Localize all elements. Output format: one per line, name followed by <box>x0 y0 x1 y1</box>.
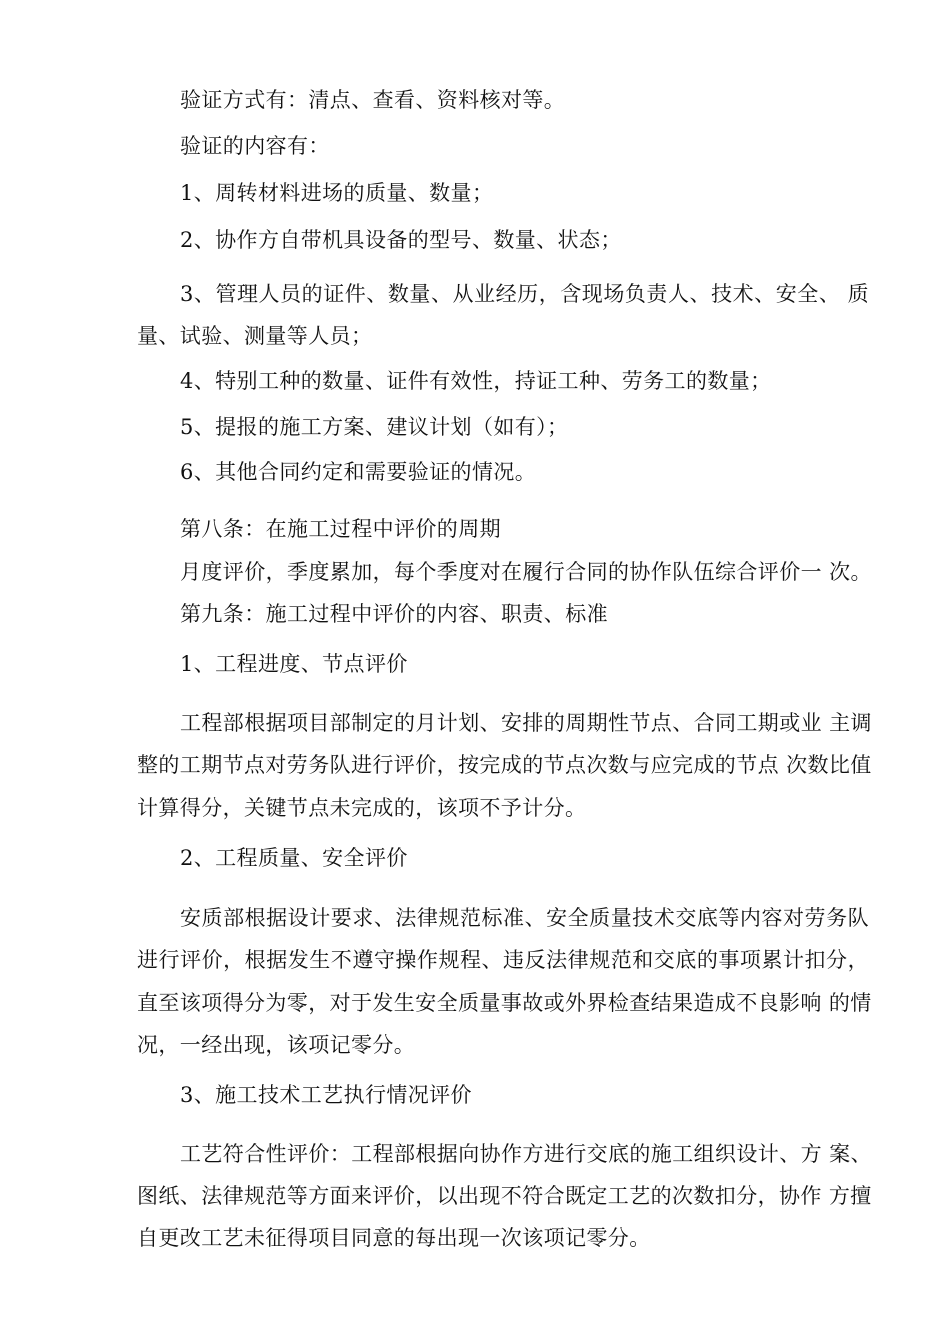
section2-title: 2、工程质量、安全评价 <box>180 846 408 870</box>
section1-line-1: 工程部根据项目部制定的月计划、安排的周期性节点、合同工期或业 主调 <box>180 711 872 735</box>
section3-line-3: 自更改工艺未征得项目同意的每出现一次该项记零分。 <box>137 1226 651 1250</box>
article8-heading: 第八条：在施工过程中评价的周期 <box>180 517 501 541</box>
article9-heading: 第九条：施工过程中评价的内容、职责、标准 <box>180 602 608 626</box>
section3-line-1: 工艺符合性评价：工程部根据向协作方进行交底的施工组织设计、方 案、 <box>180 1142 872 1166</box>
section3-line-2: 图纸、法律规范等方面来评价，以出现不符合既定工艺的次数扣分，协作 方擅 <box>137 1184 872 1208</box>
verification-content-heading: 验证的内容有： <box>180 134 330 158</box>
section2-line-3: 直至该项得分为零，对于发生安全质量事故或外界检查结果造成不良影响 的情 <box>137 991 872 1015</box>
section2-line-2: 进行评价，根据发生不遵守操作规程、违反法律规范和交底的事项累计扣分， <box>137 948 869 972</box>
section2-line-1: 安质部根据设计要求、法律规范标准、安全质量技术交底等内容对劳务队 <box>180 906 869 930</box>
section3-title: 3、施工技术工艺执行情况评价 <box>180 1083 472 1107</box>
section1-line-3: 计算得分，关键节点未完成的，该项不予计分。 <box>137 796 587 820</box>
verification-item-3-continued: 量、试验、测量等人员； <box>137 324 373 348</box>
verification-methods: 验证方式有：清点、查看、资料核对等。 <box>180 88 566 112</box>
article8-body: 月度评价，季度累加，每个季度对在履行合同的协作队伍综合评价一 次。 <box>180 560 872 584</box>
verification-item-5: 5、提报的施工方案、建议计划（如有）； <box>180 415 569 439</box>
section1-line-2: 整的工期节点对劳务队进行评价，按完成的节点次数与应完成的节点 次数比值 <box>137 753 872 777</box>
verification-item-6: 6、其他合同约定和需要验证的情况。 <box>180 460 537 484</box>
verification-item-2: 2、协作方自带机具设备的型号、数量、状态； <box>180 228 622 252</box>
verification-item-1: 1、周转材料进场的质量、数量； <box>180 181 494 205</box>
verification-item-3: 3、管理人员的证件、数量、从业经历，含现场负责人、技术、安全、 质 <box>180 282 869 306</box>
section2-line-4: 况，一经出现，该项记零分。 <box>137 1033 416 1057</box>
section1-title: 1、工程进度、节点评价 <box>180 652 408 676</box>
verification-item-4: 4、特别工种的数量、证件有效性，持证工种、劳务工的数量； <box>180 369 772 393</box>
